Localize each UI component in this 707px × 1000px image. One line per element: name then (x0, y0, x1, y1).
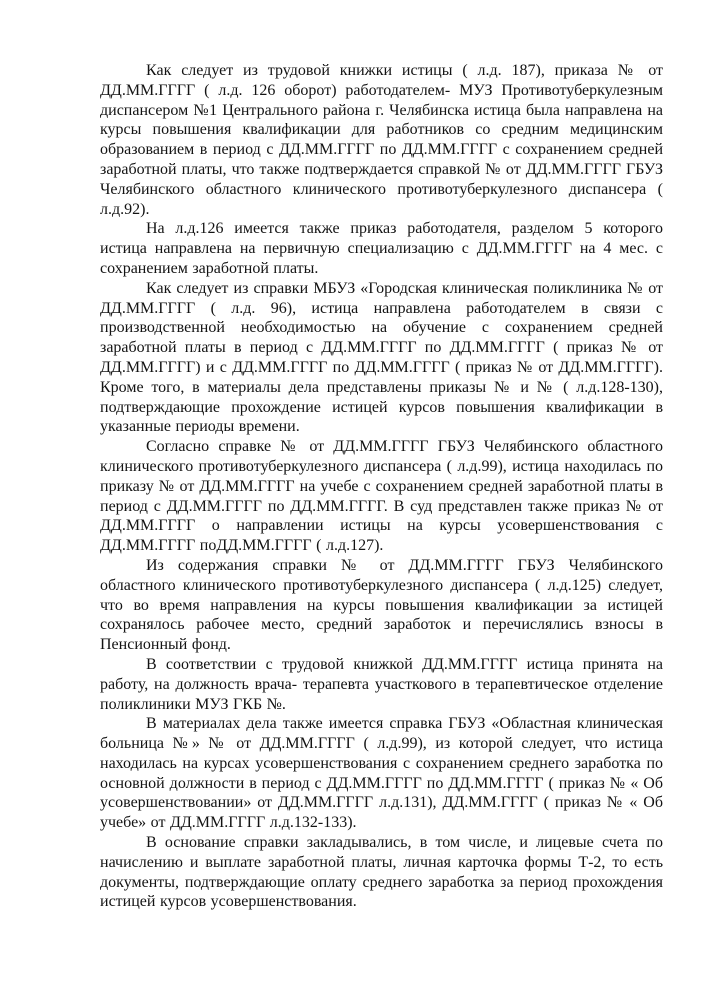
paragraph: В соответствии с трудовой книжкой ДД.ММ.ГГГГ истица принята на работу, на должность врача- терапевта участкового в терапевтическое отделение поликлиники МУЗ ГКБ №. (100, 655, 663, 713)
paragraph: В основание справки закладывались, в том числе, и лицевые счета по начислению и выплате заработной платы, личная карточка формы Т-2, то есть документы, подтверждающие оплату среднего заработка за период прохождения истицей курсов усовершенствования. (100, 834, 663, 911)
paragraph: На л.д.126 имеется также приказ работодателя, разделом 5 которого истица направлена на первичную специализацию с ДД.ММ.ГГГГ на 4 мес. с сохранением заработной платы. (100, 220, 663, 277)
paragraph: Согласно справке № от ДД.ММ.ГГГГ ГБУЗ Челябинского областного клинического противотуберкулезного диспансера ( л.д.99), истица находилась по приказу № от ДД.ММ.ГГГГ на учебе с сохранением средней заработной платы в период с ДД.ММ.ГГГГ по ДД.ММ.ГГГГ. В суд представлен также приказ № от ДД.ММ.ГГГГ о направлении истицы на курсы усовершенствования с ДД.ММ.ГГГГ поДД.ММ.ГГГГ ( л.д.127). (100, 438, 663, 555)
paragraph: В материалах дела также имеется справка ГБУЗ «Областная клиническая больница №» № от ДД.ММ.ГГГГ ( л.д.99), из которой следует, что истица находилась на курсах усовершенствования с сохранением среднего заработка по основной должности в период с ДД.ММ.ГГГГ по ДД.ММ.ГГГГ ( приказ № « Об усовершенствовании» от ДД.ММ.ГГГГ л.д.131), ДД.ММ.ГГГГ ( приказ № « Об учебе» от ДД.ММ.ГГГГ л.д.132-133). (100, 715, 663, 832)
paragraph: Из содержания справки № от ДД.ММ.ГГГГ ГБУЗ Челябинского областного клинического противотуберкулезного диспансера ( л.д.125) следует, что во время направления на курсы повышения квалификации за истицей сохранялось рабочее место, средний заработок и перечислялись взносы в Пенсионный фонд. (100, 556, 663, 654)
paragraph: Как следует из справки МБУЗ «Городская клиническая поликлиника № от ДД.ММ.ГГГГ ( л.д. 96), истица направлена работодателем в связи с производственной необходимостью на обучение с сохранением средней заработной платы в период с ДД.ММ.ГГГГ по ДД.ММ.ГГГГ ( приказ № от ДД.ММ.ГГГГ) и с ДД.ММ.ГГГГ по ДД.ММ.ГГГГ ( приказ № от ДД.ММ.ГГГГ). Кроме того, в материалы дела представлены приказы № и № ( л.д.128-130), подтверждающие прохождение истицей курсов повышения квалификации в указанные периоды времени. (100, 279, 663, 436)
paragraph: Как следует из трудовой книжки истицы ( л.д. 187), приказа № от ДД.ММ.ГГГГ ( л.д. 126 оборот) работодателем- МУЗ Противотуберкулезным диспансером №1 Центрального района г. Челябинска истица была направлена на курсы повышения квалификации для работников со средним медицинским образованием в период с ДД.ММ.ГГГГ по ДД.ММ.ГГГГ с сохранением средней заработной платы, что также подтверждается справкой № от ДД.ММ.ГГГГ ГБУЗ Челябинского областного клинического противотуберкулезного диспансера ( л.д.92). (100, 62, 663, 218)
